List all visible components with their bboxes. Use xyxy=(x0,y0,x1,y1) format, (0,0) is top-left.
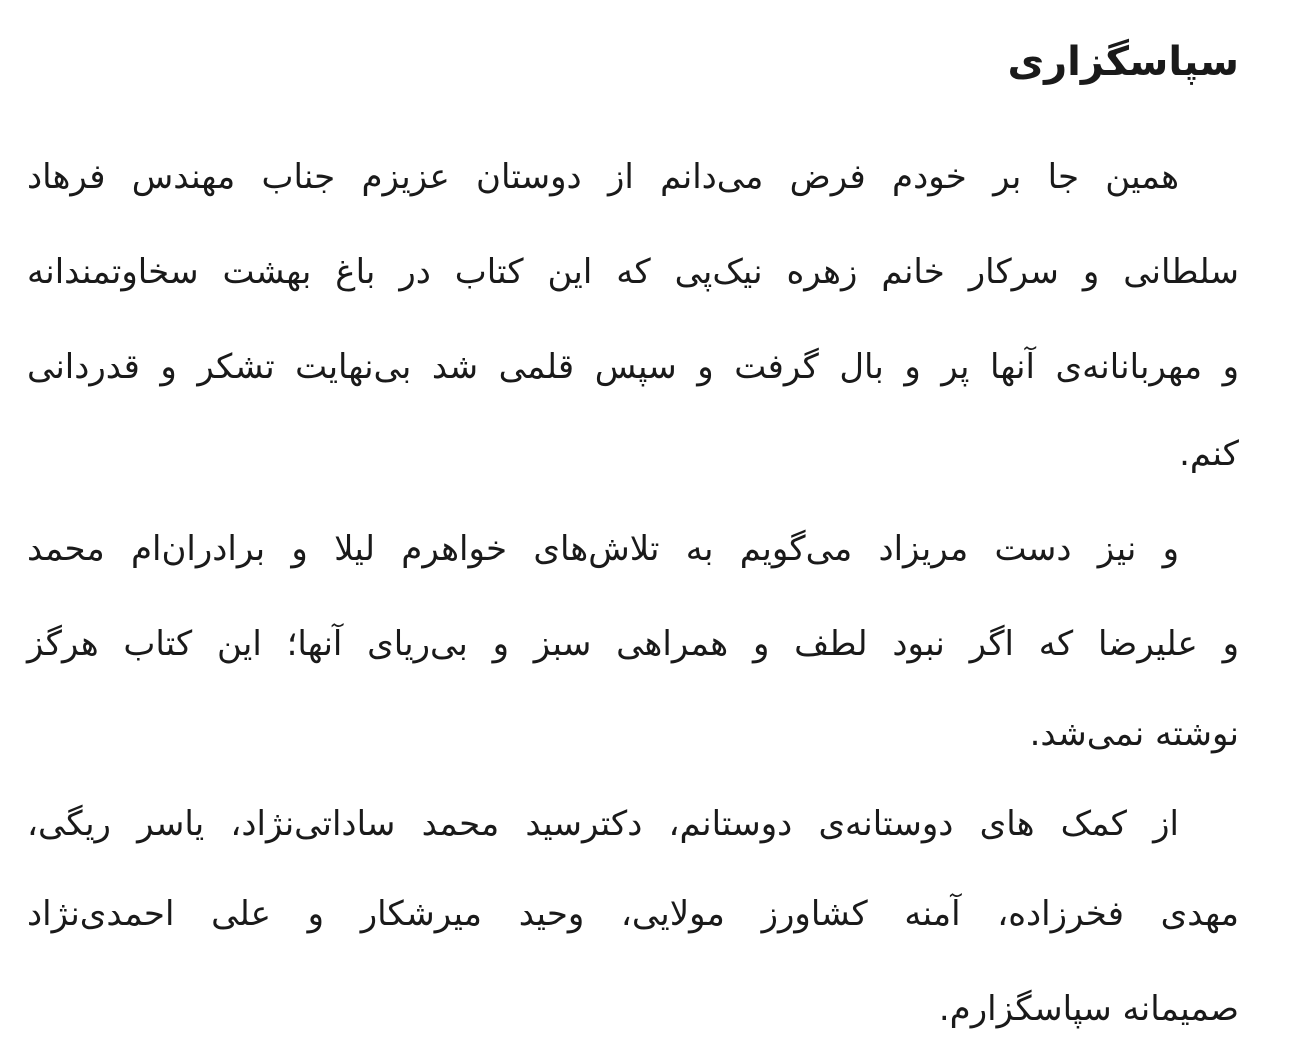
paragraph-2-line-1: و نیز دست مریزاد می‌گویم به تلاش‌های خواهرم لیلا و برادران‌ام محمد xyxy=(27,529,1179,569)
paragraph-2-line-3: نوشته نمی‌شد. xyxy=(1029,714,1239,754)
paragraph-3-line-2: مهدی فخرزاده، آمنه کشاورز مولایی، وحید میرشکار و علی احمدی‌نژاد xyxy=(27,894,1239,934)
paragraph-3-line-1: از کمک های دوستانه‌ی دوستانم، دکترسید محمد ساداتی‌نژاد، یاسر ریگی، xyxy=(27,804,1179,844)
paragraph-1-line-4: کنم. xyxy=(1179,434,1239,474)
paragraph-1-line-1: همین جا بر خودم فرض می‌دانم از دوستان عزیزم جناب مهندس فرهاد xyxy=(27,157,1179,197)
paragraph-3-line-3: صمیمانه سپاسگزارم. xyxy=(938,989,1239,1029)
paragraph-2-line-2: و علیرضا که اگر نبود لطف و همراهی سبز و بی‌ریای آنها؛ این کتاب هرگز xyxy=(27,624,1239,664)
paragraph-1-line-3: و مهربانانه‌ی آنها پر و بال گرفت و سپس قلمی شد بی‌نهایت تشکر و قدردانی xyxy=(27,347,1239,387)
paragraph-1-line-2: سلطانی و سرکار خانم زهره نیک‌پی که این کتاب در باغ بهشت سخاوتمندانه xyxy=(27,252,1239,292)
page-title: سپاسگزاری xyxy=(1007,39,1239,85)
